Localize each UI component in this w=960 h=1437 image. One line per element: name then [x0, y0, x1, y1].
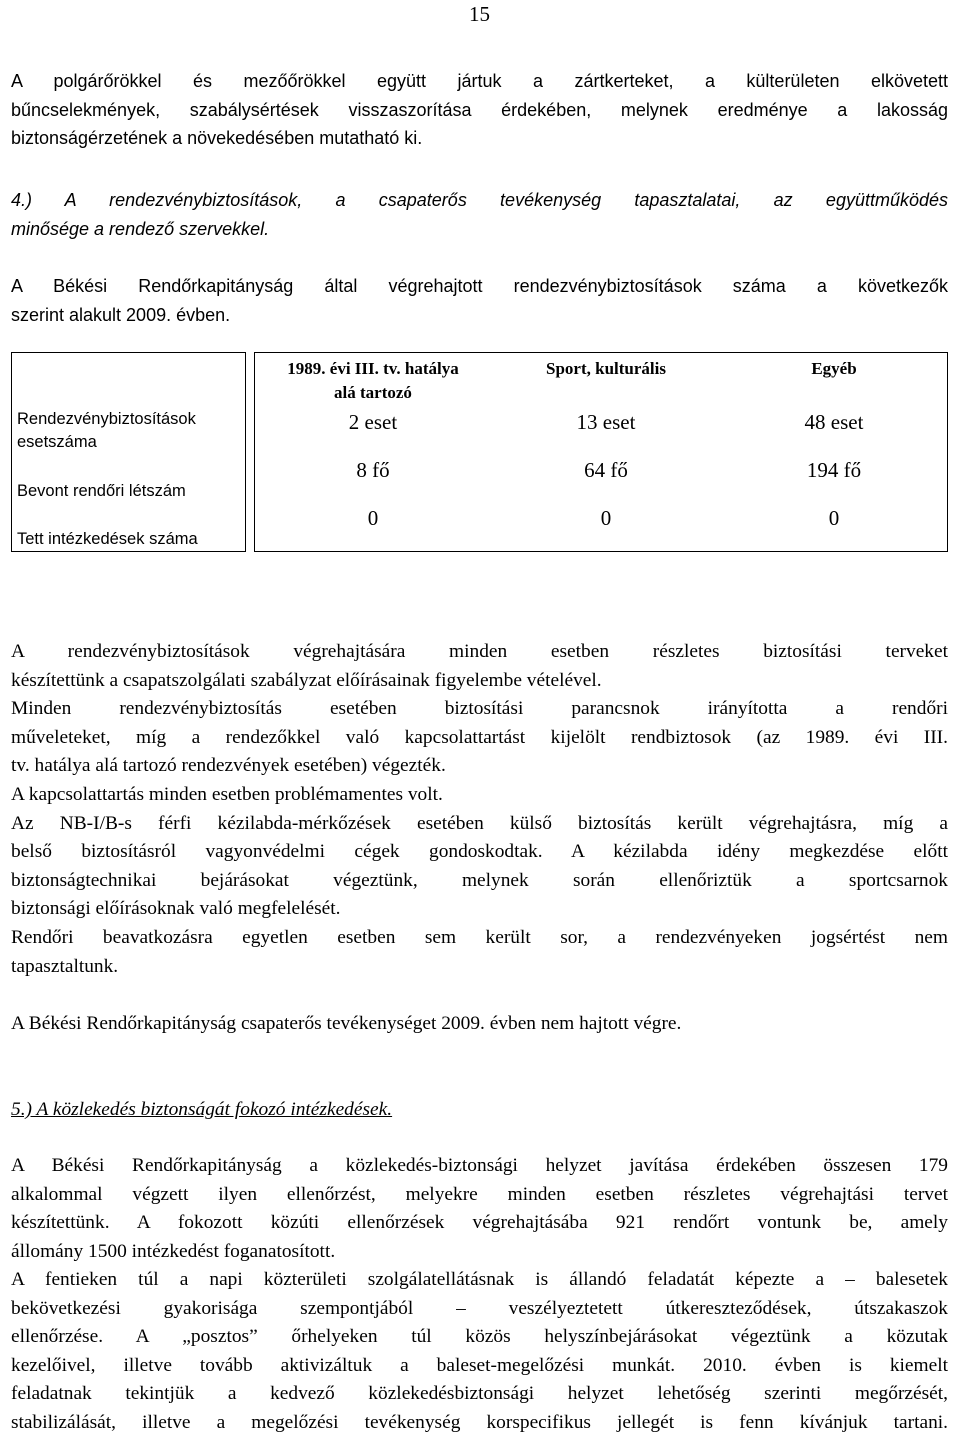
section-5-heading: 5.) A közlekedés biztonságát fokozó intézkedések. — [11, 1096, 392, 1125]
text-line: tv. hatálya alá tartozó rendezvények esetében) végezték. — [11, 752, 948, 781]
row-label-cases: Rendezvénybiztosítások — [17, 408, 196, 430]
text-line: Az NB-I/B-s férfi kézilabda-mérkőzések esetében külső biztosítás került végrehajtásra, míg a — [11, 810, 948, 839]
values-box — [254, 352, 948, 552]
table-cell: 0 — [491, 505, 721, 531]
traffic-safety-paragraph — [11, 1152, 948, 1437]
column-header-line: 1989. évi III. tv. hatálya — [287, 359, 458, 378]
row-label-cases-cont: esetszáma — [17, 431, 97, 453]
table-cell: 2 eset — [255, 409, 491, 435]
column-header-line: alá tartozó — [334, 383, 412, 402]
text-line: kezelőivel, illetve tovább aktivizáltuk a baleset-megelőzési munkát. 2010. évben is kiemelt — [11, 1352, 948, 1381]
text-line: belső biztosításról vagyonvédelmi cégek gondoskodtak. A kézilabda idény megkezdése előtt — [11, 838, 948, 867]
text-line: tapasztaltunk. — [11, 953, 948, 982]
table-cell: 0 — [721, 505, 947, 531]
text-line: bűncselekmények, szabálysértések visszaszorítása érdekében, melynek eredménye a lakosság — [11, 96, 948, 125]
page-number: 15 — [469, 2, 490, 27]
text-line: A Békési Rendőrkapitányság csapaterős tevékenységet 2009. évben nem hajtott végre. — [11, 1010, 948, 1039]
text-line: biztonsági előírásoknak való megfelelését. — [11, 895, 948, 924]
text-line: feladatnak tekintjük a kedvező közlekedésbiztonsági helyzet lehetőség szerinti megőrzését, — [11, 1380, 948, 1409]
events-details-paragraph — [11, 638, 948, 981]
table-cell: 64 fő — [491, 457, 721, 483]
table-cell: 0 — [255, 505, 491, 531]
text-line: szerint alakult 2009. évben. — [11, 301, 948, 330]
text-line: A Békési Rendőrkapitányság a közlekedés-biztonsági helyzet javítása érdekében összesen 179 — [11, 1152, 948, 1181]
text-line: A fentieken túl a napi közterületi szolgálatellátásnak is állandó feladatát képezte a – balesetek — [11, 1266, 948, 1295]
text-line: biztonságtechnikai bejárásokat végeztünk, melynek során ellenőriztük a sportcsarnok — [11, 867, 948, 896]
table-cell: 13 eset — [491, 409, 721, 435]
text-line: állomány 1500 intézkedést foganatosított. — [11, 1238, 948, 1267]
text-line: A kapcsolattartás minden esetben problémamentes volt. — [11, 781, 948, 810]
text-line: A Békési Rendőrkapitányság által végrehajtott rendezvénybiztosítások száma a következők — [11, 272, 948, 301]
text-line: minősége a rendező szervekkel. — [11, 215, 948, 244]
riot-unit-paragraph — [11, 1010, 948, 1039]
row-label-measures: Tett intézkedések száma — [17, 528, 198, 550]
text-line: A polgárőrökkel és mezőőrökkel együtt jártuk a zártkerteket, a külterületen elkövetett — [11, 67, 948, 96]
events-intro-paragraph — [11, 272, 948, 329]
section-4-heading — [11, 186, 948, 243]
text-line: műveleteket, míg a rendezőkkel való kapcsolattartást kijelölt rendbiztosok (az 1989. évi III. — [11, 724, 948, 753]
text-line: ellenőrzése. A „posztos” őrhelyeken túl közös helyszínbejárásokat végeztünk a közutak — [11, 1323, 948, 1352]
intro-paragraph — [11, 67, 948, 153]
text-line: Minden rendezvénybiztosítás esetében biztosítási parancsnok irányította a rendőri — [11, 695, 948, 724]
text-line: alkalommal végzett ilyen ellenőrzést, melyekre minden esetben részletes végrehajtási tervet — [11, 1181, 948, 1210]
table-cell: 48 eset — [721, 409, 947, 435]
text-line: stabilizálását, illetve a megelőzési tevékenység korspecifikus jellegét is fenn kívánjuk tartani. — [11, 1409, 948, 1437]
text-line: készítettünk. A fokozott közúti ellenőrzések végrehajtásába 921 rendőrt vontunk be, amely — [11, 1209, 948, 1238]
event-security-table — [11, 352, 948, 552]
text-line: Rendőri beavatkozásra egyetlen esetben sem került sor, a rendezvényeken jogsértést nem — [11, 924, 948, 953]
text-line: 4.) A rendezvénybiztosítások, a csapaterős tevékenység tapasztalatai, az együttműködés — [11, 186, 948, 215]
row-labels-box — [11, 352, 246, 552]
text-line: A rendezvénybiztosítások végrehajtására minden esetben részletes biztosítási terveket — [11, 638, 948, 667]
table-cell: 194 fő — [721, 457, 947, 483]
table-cell: 8 fő — [255, 457, 491, 483]
text-line: készítettünk a csapatszolgálati szabályzat előírásainak figyelembe vételével. — [11, 667, 948, 696]
column-header-other: Egyéb — [721, 357, 947, 381]
text-line: biztonságérzetének a növekedésében mutatható ki. — [11, 124, 948, 153]
row-label-police-count: Bevont rendőri létszám — [17, 480, 186, 502]
text-line: bekövetkezési gyakorisága szempontjából – veszélyeztetett útkereszteződések, útszakaszok — [11, 1295, 948, 1324]
column-header-sport: Sport, kulturális — [491, 357, 721, 381]
column-header-law — [255, 357, 491, 405]
